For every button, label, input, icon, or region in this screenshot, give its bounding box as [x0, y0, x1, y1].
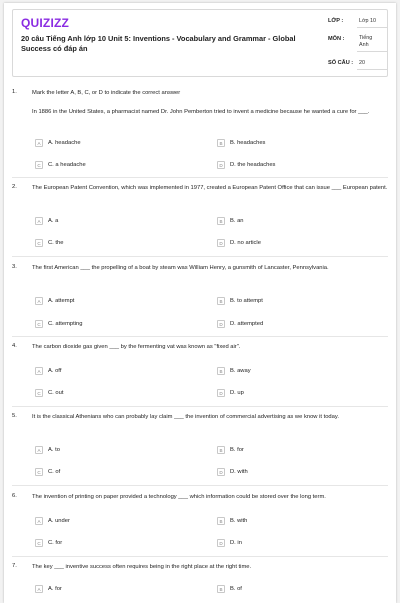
- question-number: 1.: [12, 89, 17, 95]
- question-divider: [12, 336, 388, 337]
- option-c[interactable]: [35, 468, 60, 476]
- option-label: C. the: [48, 240, 64, 246]
- option-letter-box: A: [35, 217, 43, 225]
- option-label: A. headache: [48, 140, 81, 146]
- subject-value-line2: Anh: [359, 42, 369, 48]
- count-value: 20: [359, 60, 365, 66]
- option-label: B. with: [230, 518, 248, 524]
- option-letter-box: A: [35, 517, 43, 525]
- option-c[interactable]: [35, 320, 82, 328]
- count-label: SỐ CÂU :: [328, 60, 354, 66]
- option-label: D. up: [230, 390, 244, 396]
- subject-value-line1: Tiếng: [359, 35, 373, 41]
- option-label: C. out: [48, 390, 64, 396]
- option-label: C. attempting: [48, 321, 83, 327]
- option-letter-box: C: [35, 389, 43, 397]
- subject-label: MÔN :: [328, 36, 345, 42]
- question-text: The first American ___ the propelling of a boat by steam was William Henry, a gunsmith of Lancaster, Pennsylvania.: [32, 265, 329, 271]
- option-b[interactable]: [217, 367, 251, 375]
- option-label: C. a headache: [48, 162, 86, 168]
- worksheet-header: [12, 9, 388, 77]
- question-number: 6.: [12, 493, 17, 499]
- option-d[interactable]: [217, 539, 242, 547]
- option-a[interactable]: [35, 367, 61, 375]
- option-label: D. no article: [230, 240, 261, 246]
- option-d[interactable]: [217, 161, 275, 169]
- option-letter-box: D: [217, 239, 225, 247]
- question-number: 5.: [12, 413, 17, 419]
- class-label: LỚP :: [328, 18, 344, 24]
- option-label: B. away: [230, 368, 251, 374]
- question-text: It is the classical Athenians who can probably lay claim ___ the invention of commercial advertising as we know it today.: [32, 414, 339, 420]
- question-number: 4.: [12, 343, 17, 349]
- option-label: D. with: [230, 469, 248, 475]
- question-divider: [12, 406, 388, 407]
- option-a[interactable]: [35, 517, 70, 525]
- option-d[interactable]: [217, 239, 261, 247]
- option-letter-box: C: [35, 468, 43, 476]
- option-letter-box: A: [35, 585, 43, 593]
- option-b[interactable]: [217, 446, 244, 454]
- class-underline: [357, 27, 387, 28]
- option-label: A. for: [48, 586, 62, 592]
- option-letter-box: D: [217, 320, 225, 328]
- option-letter-box: B: [217, 446, 225, 454]
- question-divider: [12, 556, 388, 557]
- option-label: A. a: [48, 218, 59, 224]
- option-letter-box: B: [217, 217, 225, 225]
- option-letter-box: D: [217, 389, 225, 397]
- option-b[interactable]: [217, 585, 242, 593]
- option-letter-box: D: [217, 539, 225, 547]
- option-b[interactable]: [217, 217, 244, 225]
- option-c[interactable]: [35, 161, 86, 169]
- option-letter-box: B: [217, 517, 225, 525]
- option-letter-box: A: [35, 297, 43, 305]
- option-label: A. attempt: [48, 298, 75, 304]
- count-underline: [357, 69, 387, 70]
- subject-underline: [357, 51, 387, 52]
- option-letter-box: A: [35, 139, 43, 147]
- option-a[interactable]: [35, 585, 62, 593]
- option-b[interactable]: [217, 139, 265, 147]
- option-d[interactable]: [217, 320, 263, 328]
- option-letter-box: B: [217, 585, 225, 593]
- option-label: B. for: [230, 447, 244, 453]
- option-d[interactable]: [217, 389, 244, 397]
- question-text: The invention of printing on paper provided a technology ___ which information could be stored over the long term.: [32, 494, 326, 500]
- option-label: D. in: [230, 540, 242, 546]
- option-d[interactable]: [217, 468, 248, 476]
- option-letter-box: A: [35, 446, 43, 454]
- option-letter-box: C: [35, 239, 43, 247]
- option-label: B. to attempt: [230, 298, 263, 304]
- option-label: A. to: [48, 447, 60, 453]
- option-a[interactable]: [35, 297, 74, 305]
- option-letter-box: C: [35, 161, 43, 169]
- option-label: D. attempted: [230, 321, 264, 327]
- option-label: D. the headaches: [230, 162, 276, 168]
- option-label: A. under: [48, 518, 70, 524]
- class-value: Lớp 10: [359, 18, 377, 24]
- question-instruction: Mark the letter A, B, C, or D to indicate the correct answer: [32, 90, 181, 96]
- question-text: The carbon dioxide gas given ___ by the fermenting vat was known as "fixed air".: [32, 344, 241, 350]
- question-number: 2.: [12, 184, 17, 190]
- question-text: The key ___ inventive success often requires being in the right place at the right time.: [32, 564, 252, 570]
- option-label: B. headaches: [230, 140, 266, 146]
- option-label: A. off: [48, 368, 62, 374]
- option-a[interactable]: [35, 217, 58, 225]
- question-number: 7.: [12, 563, 17, 569]
- option-letter-box: B: [217, 297, 225, 305]
- question-text: In 1886 in the United States, a pharmacist named Dr. John Pemberton tried to invent a medicine because he wanted a cure for ___.: [32, 109, 370, 115]
- option-letter-box: C: [35, 320, 43, 328]
- option-letter-box: B: [217, 367, 225, 375]
- quizizz-logo: QUIZIZZ: [21, 16, 70, 30]
- worksheet-page: [4, 3, 396, 603]
- option-a[interactable]: [35, 139, 81, 147]
- question-divider: [12, 256, 388, 257]
- option-b[interactable]: [217, 517, 247, 525]
- option-label: B. an: [230, 218, 244, 224]
- option-letter-box: A: [35, 367, 43, 375]
- option-label: C. for: [48, 540, 63, 546]
- question-divider: [12, 485, 388, 486]
- option-c[interactable]: [35, 539, 62, 547]
- option-letter-box: C: [35, 539, 43, 547]
- option-letter-box: B: [217, 139, 225, 147]
- option-b[interactable]: [217, 297, 263, 305]
- question-number: 3.: [12, 264, 17, 270]
- option-a[interactable]: [35, 446, 60, 454]
- question-divider: [12, 177, 388, 178]
- option-letter-box: D: [217, 468, 225, 476]
- option-c[interactable]: [35, 239, 63, 247]
- question-text: The European Patent Convention, which was implemented in 1977, created a European Patent Office that can issue ___ European patent.: [32, 185, 388, 191]
- option-label: C. of: [48, 469, 61, 475]
- option-c[interactable]: [35, 389, 63, 397]
- option-letter-box: D: [217, 161, 225, 169]
- option-label: B. of: [230, 586, 242, 592]
- worksheet-title: 20 câu Tiếng Anh lớp 10 Unit 5: Inventions - Vocabulary and Grammar - Global Success có đáp án: [21, 34, 296, 53]
